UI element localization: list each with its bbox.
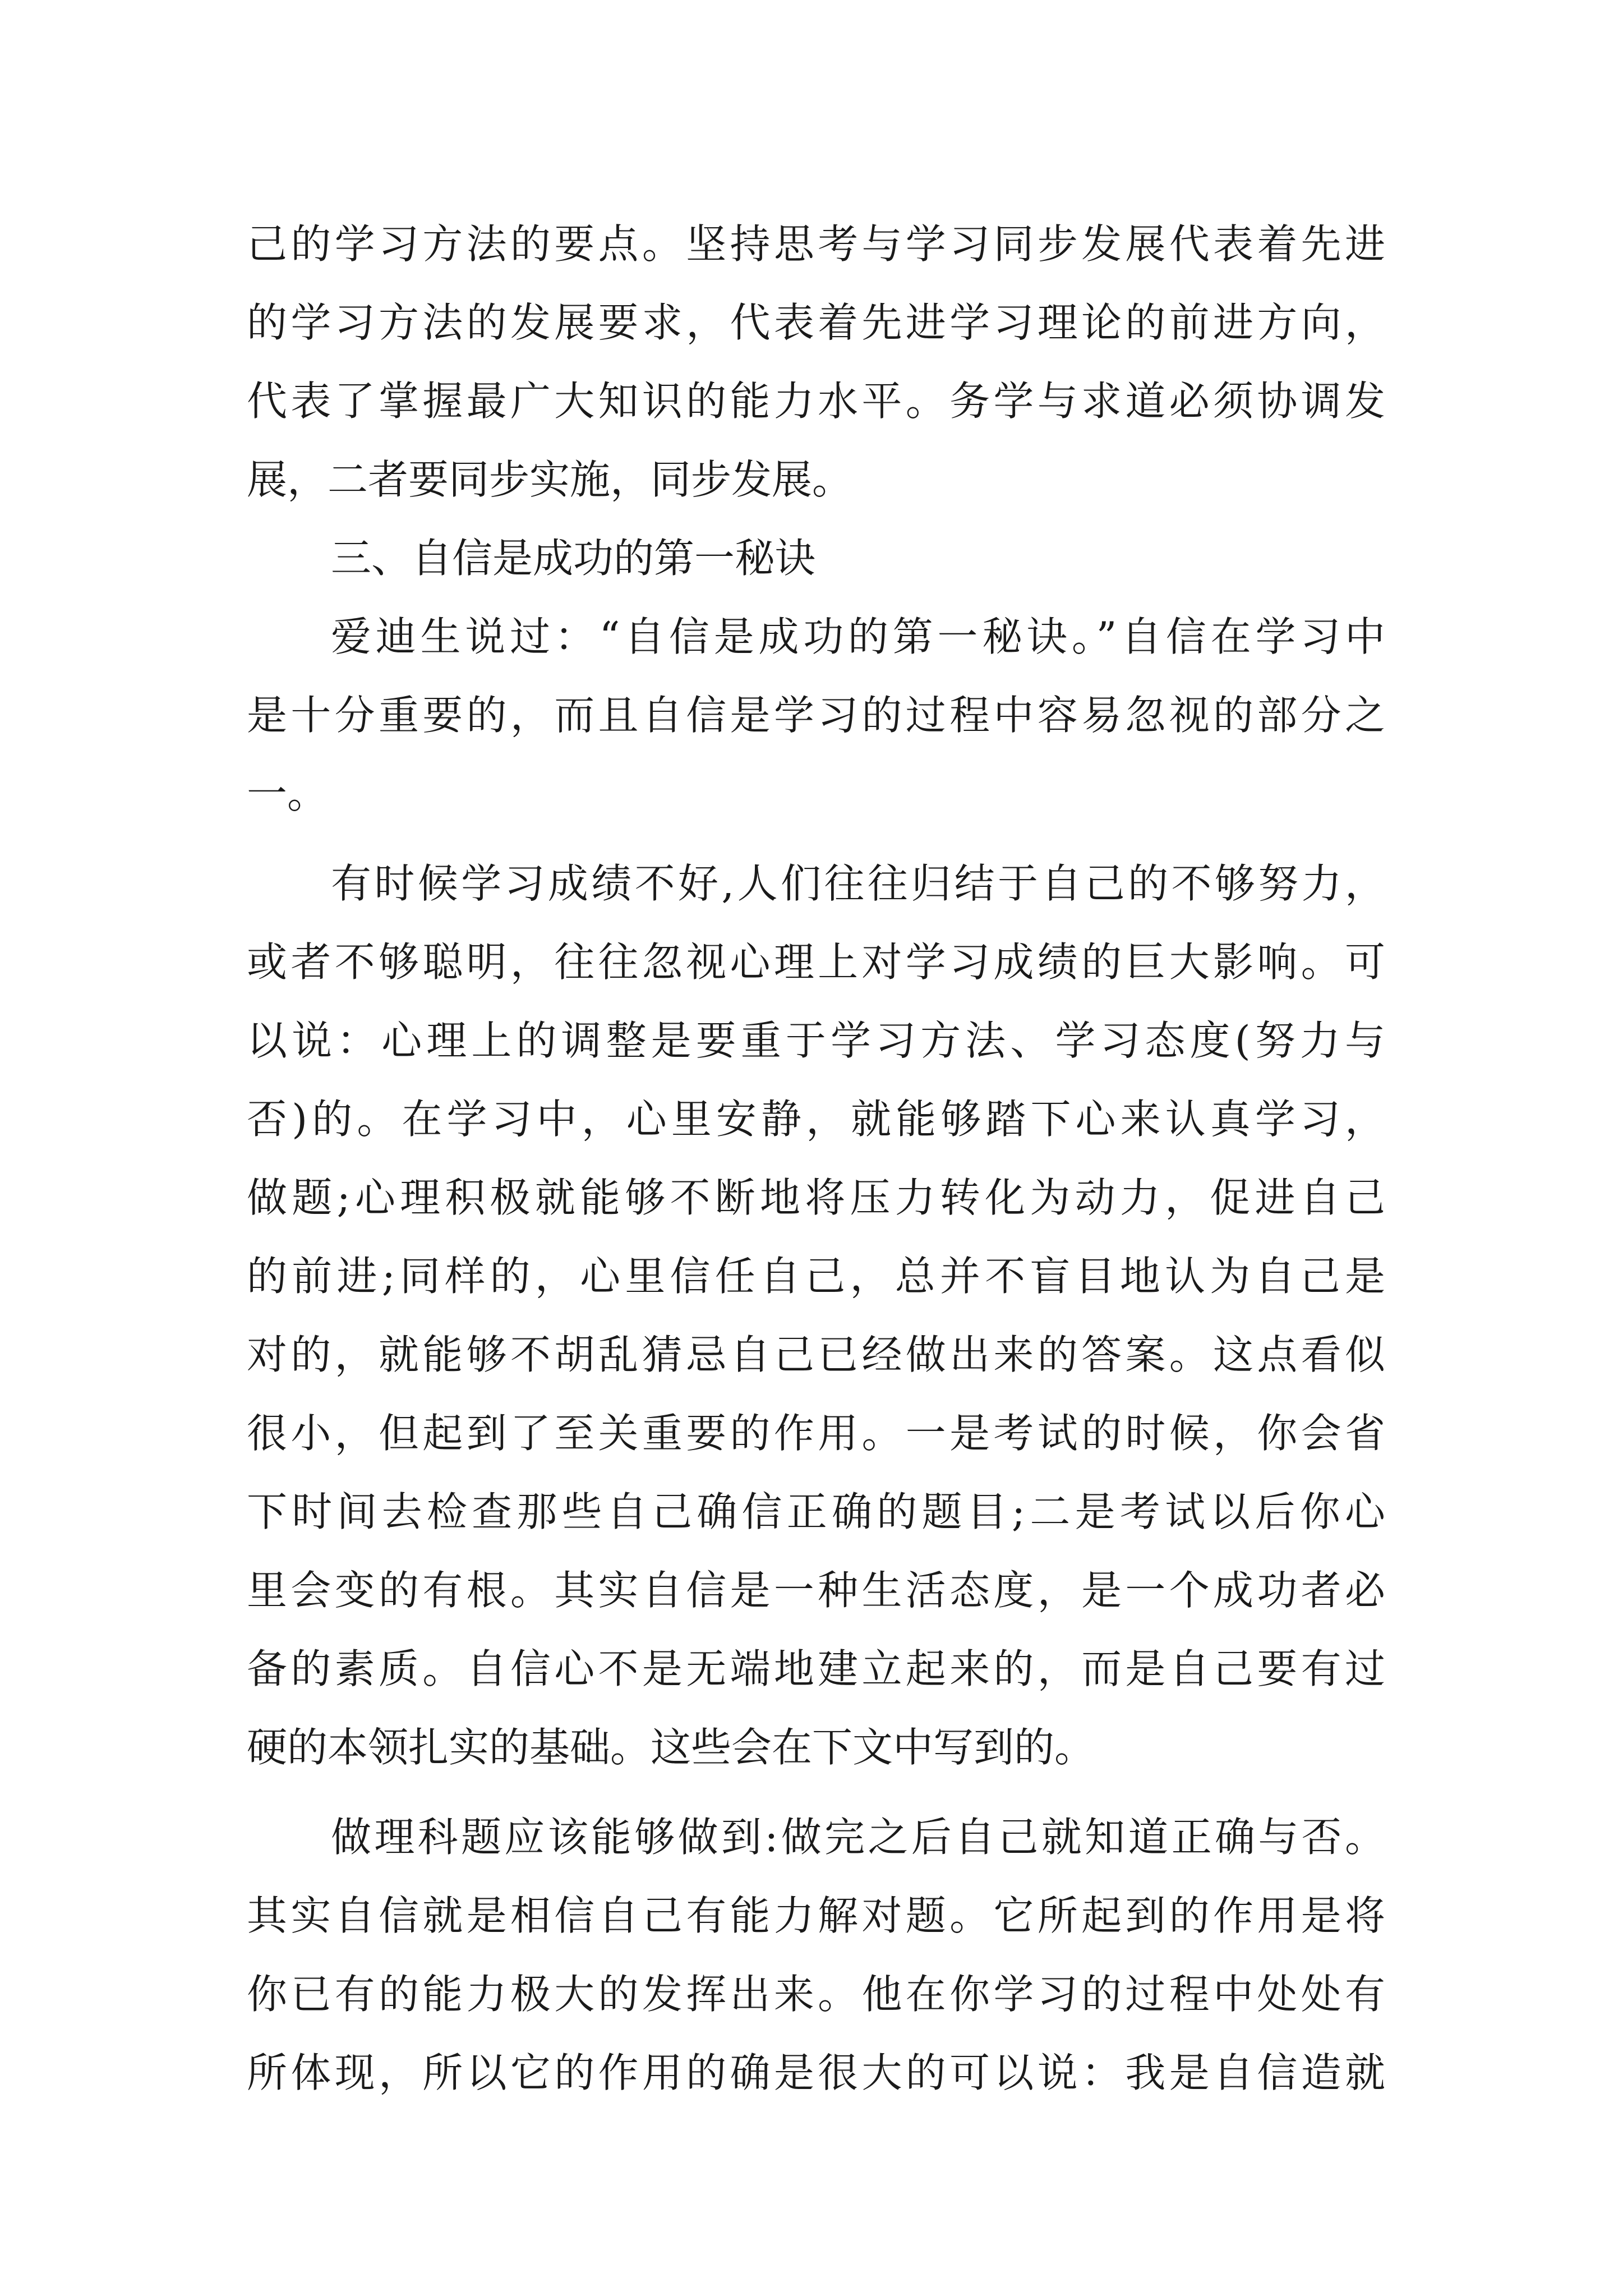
text-line: 所体现，所以它的作用的确是很大的可以说：我是自信造就	[247, 2049, 1385, 2096]
text-line: 对的，就能够不胡乱猜忌自己已经做出来的答案。这点看似	[247, 1331, 1385, 1378]
text-line: 一。	[247, 770, 328, 817]
text-line: 展，二者要同步实施，同步发展。	[247, 456, 853, 503]
text-line: 做题;心理积极就能够不断地将压力转化为动力，促进自己	[247, 1174, 1385, 1221]
text-line: 下时间去检查那些自己确信正确的题目;二是考试以后你心	[247, 1488, 1385, 1535]
text-line: 你已有的能力极大的发挥出来。他在你学习的过程中处处有	[247, 1971, 1385, 2018]
text-line: 以说：心理上的调整是要重于学习方法、学习态度(努力与	[247, 1017, 1385, 1064]
text-line: 做理科题应该能够做到:做完之后自己就知道正确与否。	[331, 1814, 1385, 1861]
text-line: 或者不够聪明，往往忽视心理上对学习成绩的巨大影响。可	[247, 938, 1385, 986]
text-line: 备的素质。自信心不是无端地建立起来的，而是自己要有过	[247, 1645, 1385, 1692]
text-line: 的学习方法的发展要求，代表着先进学习理论的前进方向，	[247, 299, 1385, 346]
text-line: 代表了掌握最广大知识的能力水平。务学与求道必须协调发	[247, 378, 1385, 425]
text-line: 很小，但起到了至关重要的作用。一是考试的时候，你会省	[247, 1410, 1385, 1457]
text-line: 是十分重要的，而且自信是学习的过程中容易忽视的部分之	[247, 692, 1385, 739]
text-line: 硬的本领扎实的基础。这些会在下文中写到的。	[247, 1724, 1095, 1771]
text-line: 里会变的有根。其实自信是一种生活态度，是一个成功者必	[247, 1567, 1385, 1614]
text-line: 有时候学习成绩不好,人们往往归结于自己的不够努力，	[331, 860, 1385, 907]
text-line: 爱迪生说过：“自信是成功的第一秘诀。”自信在学习中	[331, 613, 1385, 660]
text-line: 其实自信就是相信自己有能力解对题。它所起到的作用是将	[247, 1892, 1385, 1939]
text-line: 否)的。在学习中，心里安静，就能够踏下心来认真学习，	[247, 1096, 1385, 1143]
text-line: 己的学习方法的要点。坚持思考与学习同步发展代表着先进	[247, 220, 1385, 268]
section-heading: 三、自信是成功的第一秘诀	[331, 535, 816, 582]
text-line: 的前进;同样的，心里信任自己，总并不盲目地认为自己是	[247, 1253, 1385, 1300]
